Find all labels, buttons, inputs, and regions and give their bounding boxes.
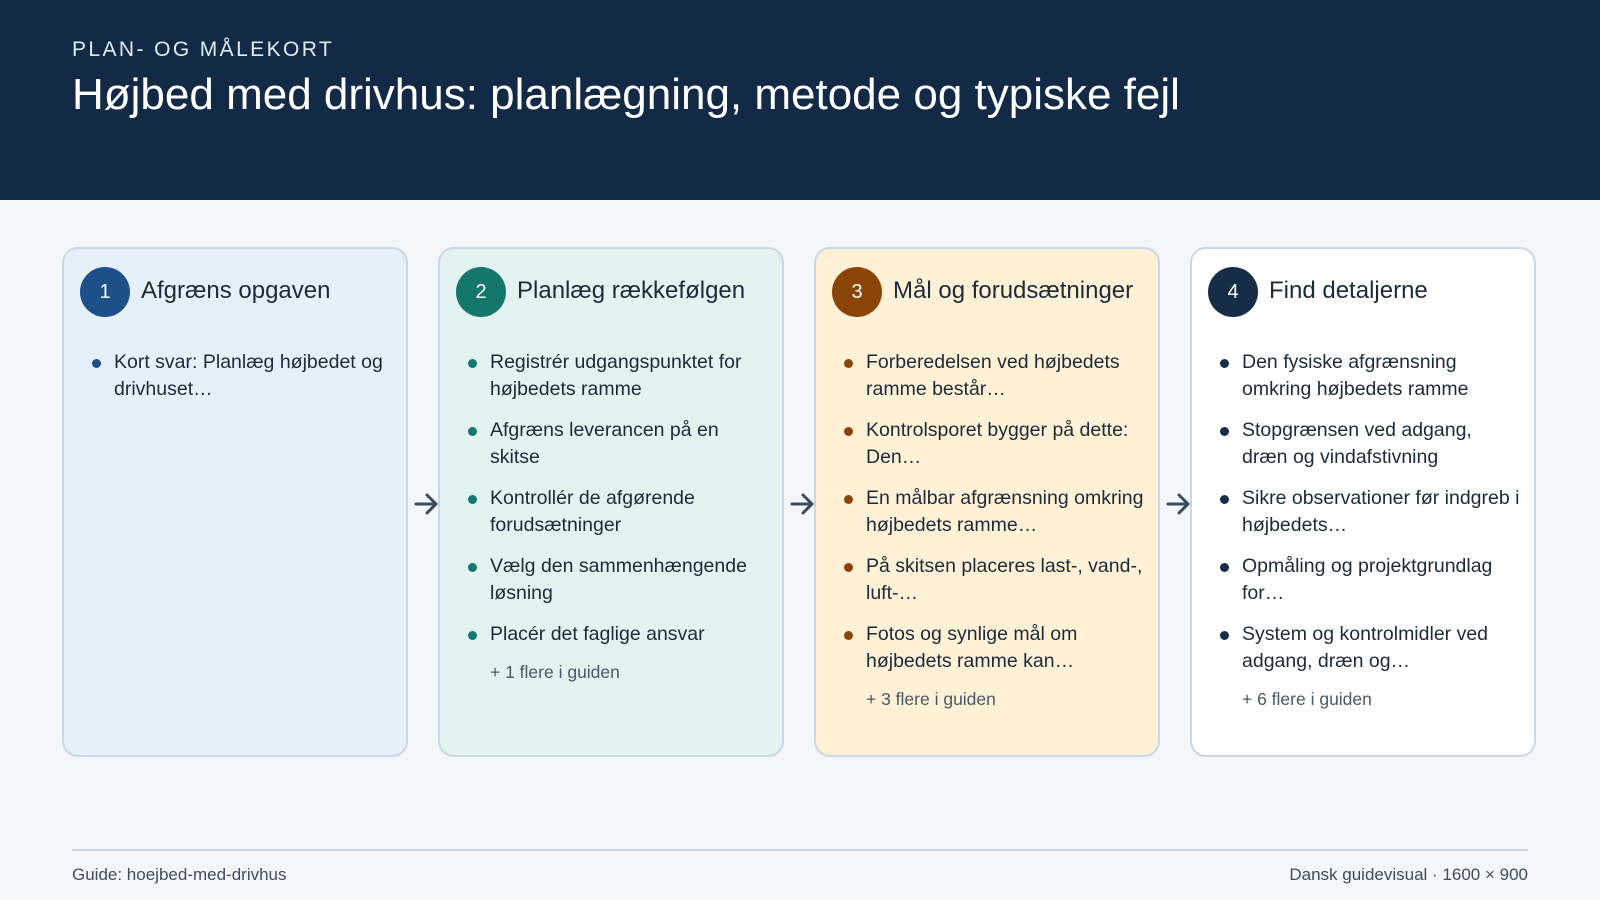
list-item (1220, 621, 1520, 675)
step-item-list (468, 349, 768, 683)
bullet-icon (1220, 563, 1229, 572)
step-number-badge: 1 (80, 267, 130, 317)
step-card-4 (1190, 247, 1536, 757)
bullet-icon (468, 427, 477, 436)
step-title: Mål og forudsætninger (893, 277, 1134, 304)
step-number-badge: 3 (832, 267, 882, 317)
list-item-text: På skitsen placeres last-, vand-, luft-… (866, 555, 1143, 604)
list-item (468, 485, 768, 539)
list-item-text: Placér det faglige ansvar (490, 623, 705, 645)
step-number-badge: 2 (456, 267, 506, 317)
step-card-2 (438, 247, 784, 757)
footer-divider (72, 849, 1528, 851)
list-item-text: Sikre observationer før indgreb i højbedets… (1242, 487, 1520, 536)
list-item (468, 553, 768, 607)
step-title: Find detaljerne (1269, 277, 1428, 304)
more-in-guide-note: + 1 flere i guiden (490, 662, 620, 682)
list-item (1220, 485, 1520, 539)
list-item (844, 553, 1144, 607)
bullet-icon (468, 563, 477, 572)
list-item-text: Afgræns leverancen på en skitse (490, 419, 719, 468)
bullet-icon (468, 359, 477, 368)
list-item (92, 349, 392, 403)
bullet-icon (844, 631, 853, 640)
step-title: Afgræns opgaven (141, 277, 331, 304)
more-in-guide-note: + 3 flere i guiden (866, 689, 996, 709)
list-item-text: Vælg den sammenhængende løsning (490, 555, 747, 604)
list-item-text: Stopgrænsen ved adgang, dræn og vindafstivning (1242, 419, 1472, 468)
list-item-text: Forberedelsen ved højbedets ramme består… (866, 351, 1120, 400)
step-item-list (92, 349, 392, 417)
bullet-icon (844, 359, 853, 368)
bullet-icon (1220, 427, 1229, 436)
step-number-badge: 4 (1208, 267, 1258, 317)
arrow-right-icon (789, 490, 817, 518)
more-in-guide-note: + 6 flere i guiden (1242, 689, 1372, 709)
bullet-icon (844, 563, 853, 572)
page-title: Højbed med drivhus: planlægning, metode og typiske fejl (72, 70, 1180, 119)
bullet-icon (1220, 631, 1229, 640)
bullet-icon (844, 495, 853, 504)
arrow-right-icon (1165, 490, 1193, 518)
step-item-list (844, 349, 1144, 710)
eyebrow-label: PLAN- OG MÅLEKORT (72, 38, 335, 61)
step-card-3 (814, 247, 1160, 757)
step-card-1 (62, 247, 408, 757)
bullet-icon (1220, 359, 1229, 368)
step-title: Planlæg rækkefølgen (517, 277, 746, 304)
list-item-text: Den fysiske afgrænsning omkring højbedets ramme (1242, 351, 1469, 400)
list-item-text: Kontrollér de afgørende forudsætninger (490, 487, 695, 536)
bullet-icon (844, 427, 853, 436)
list-item-text: Fotos og synlige mål om højbedets ramme kan… (866, 623, 1078, 672)
bullet-icon (1220, 495, 1229, 504)
list-item (1220, 553, 1520, 607)
bullet-icon (468, 631, 477, 640)
arrow-right-icon (413, 490, 441, 518)
list-item (844, 621, 1144, 675)
list-item (844, 349, 1144, 403)
list-item-text: Registrér udgangspunktet for højbedets ramme (490, 351, 742, 400)
list-item (1220, 417, 1520, 471)
list-item (468, 621, 768, 648)
list-item-text: Kontrolsporet bygger på dette: Den… (866, 419, 1129, 468)
list-item (468, 349, 768, 403)
footer-guide-slug: Guide: hoejbed-med-drivhus (72, 865, 287, 884)
list-item-text: Kort svar: Planlæg højbedet og drivhuset… (114, 351, 383, 400)
list-item (468, 417, 768, 471)
list-item (844, 485, 1144, 539)
list-item-text: En målbar afgrænsning omkring højbedets ramme… (866, 487, 1144, 536)
list-item (1220, 349, 1520, 403)
bullet-icon (92, 359, 101, 368)
bullet-icon (468, 495, 477, 504)
list-item-text: System og kontrolmidler ved adgang, dræn og… (1242, 623, 1489, 672)
list-item-text: Opmåling og projektgrundlag for… (1242, 555, 1493, 604)
footer-caption: Dansk guidevisual · 1600 × 900 (1289, 865, 1528, 884)
list-item (844, 417, 1144, 471)
header-banner (0, 0, 1600, 200)
step-item-list (1220, 349, 1520, 710)
